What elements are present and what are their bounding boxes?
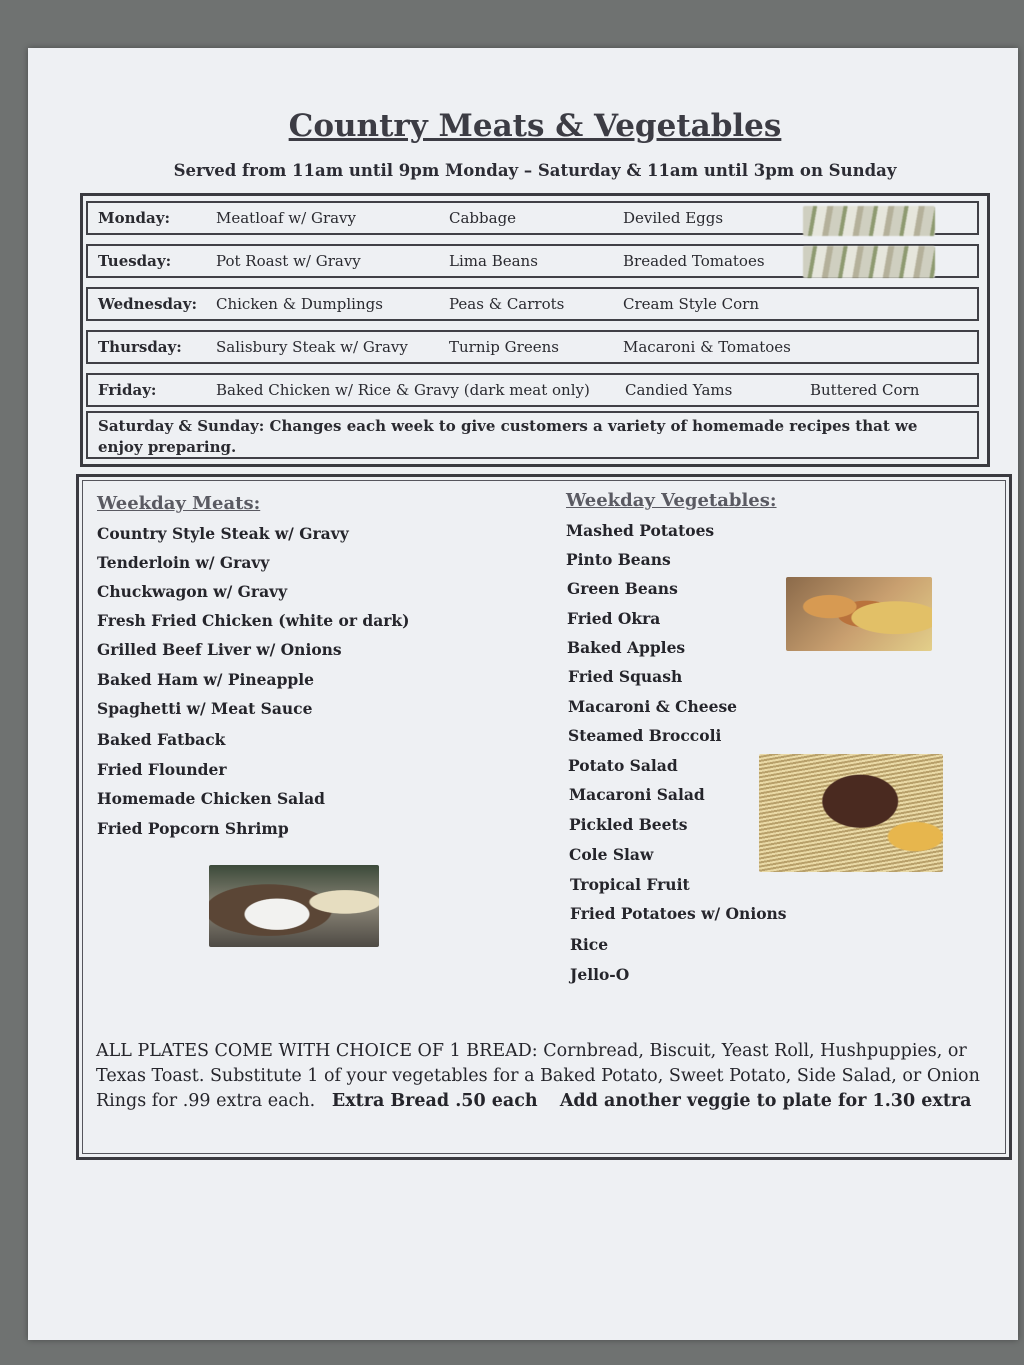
page-title: Country Meats & Vegetables [288,108,782,144]
day-vegetable: Turnip Greens [449,338,559,356]
day-vegetable: Macaroni & Tomatoes [623,338,791,356]
day-name: Wednesday: [98,295,198,313]
daily-row-friday [86,373,979,407]
weekday-vegetables-heading: Weekday Vegetables: [566,490,777,511]
list-item: Fried Potatoes w/ Onions [570,904,787,923]
list-item: Spaghetti w/ Meat Sauce [97,699,313,718]
weekday-menu [76,474,1012,1160]
extra-veggie-price: Add another veggie to plate for 1.30 extra [559,1091,972,1111]
day-vegetable: Buttered Corn [810,381,920,399]
day-meat: Salisbury Steak w/ Gravy [216,338,408,356]
list-item: Baked Apples [567,638,686,657]
list-item: Pinto Beans [566,550,671,569]
list-item: Jello-O [570,965,630,984]
list-item: Pickled Beets [569,815,688,834]
weekday-meats-heading: Weekday Meats: [97,493,261,514]
daily-row-thursday [86,330,979,364]
list-item: Grilled Beef Liver w/ Onions [97,640,342,659]
day-vegetable: Cream Style Corn [623,295,760,313]
list-item: Fried Popcorn Shrimp [97,819,289,838]
list-item: Baked Ham w/ Pineapple [97,670,315,689]
list-item: Rice [570,935,609,954]
list-item: Macaroni Salad [569,785,705,804]
menu-page [28,48,1018,1340]
deviled-eggs-photo [803,206,935,236]
serving-hours: Served from 11am until 9pm Monday – Saturday & 11am until 3pm on Sunday [173,161,897,180]
day-meat: Chicken & Dumplings [216,295,383,313]
steak-gravy-photo [209,865,379,947]
list-item: Homemade Chicken Salad [97,789,325,808]
day-vegetable: Breaded Tomatoes [623,252,765,270]
list-item: Green Beans [567,579,678,598]
list-item: Potato Salad [568,756,678,775]
day-name: Friday: [98,381,157,399]
day-vegetable: Candied Yams [625,381,733,399]
list-item: Mashed Potatoes [566,521,715,540]
list-item: Macaroni & Cheese [568,697,738,716]
list-item: Country Style Steak w/ Gravy [97,524,349,543]
biscuits-photo [786,577,932,651]
bread-and-extras-note [96,1039,996,1114]
daily-specials-table [80,193,990,467]
list-item: Fried Squash [568,667,683,686]
day-vegetable: Deviled Eggs [623,209,724,227]
deviled-eggs-photo [803,246,935,278]
spaghetti-plate-photo [759,754,943,872]
bread-choice-text: ALL PLATES COME WITH CHOICE OF 1 BREAD: Cornbread, Biscuit, Yeast Roll, Hushpuppies, or Texas Toast. Substitute 1 of your vegetables for a Baked Potato, Sweet Potato, Side Salad, or Onion Rings for .99 extra each. [96,1041,980,1111]
list-item: Steamed Broccoli [568,726,722,745]
list-item: Chuckwagon w/ Gravy [97,582,288,601]
day-name: Tuesday: [98,252,172,270]
list-item: Tropical Fruit [570,875,690,894]
list-item: Fried Flounder [97,760,227,779]
day-name: Monday: [98,209,170,227]
day-meat: Pot Roast w/ Gravy [216,252,361,270]
day-meat: Baked Chicken w/ Rice & Gravy (dark meat only) [216,381,590,399]
day-vegetable: Cabbage [449,209,517,227]
day-meat: Meatloaf w/ Gravy [216,209,357,227]
day-vegetable: Lima Beans [449,252,538,270]
weekend-note: Saturday & Sunday: Changes each week to give customers a variety of homemade recipes that we enjoy preparing. [86,411,979,459]
day-vegetable: Peas & Carrots [449,295,565,313]
list-item: Fried Okra [567,609,661,628]
list-item: Cole Slaw [569,845,654,864]
extra-bread-price: Extra Bread .50 each [331,1091,538,1111]
day-name: Thursday: [98,338,182,356]
list-item: Fresh Fried Chicken (white or dark) [97,611,410,630]
list-item: Baked Fatback [97,730,226,749]
daily-row-wednesday [86,287,979,321]
list-item: Tenderloin w/ Gravy [97,553,270,572]
